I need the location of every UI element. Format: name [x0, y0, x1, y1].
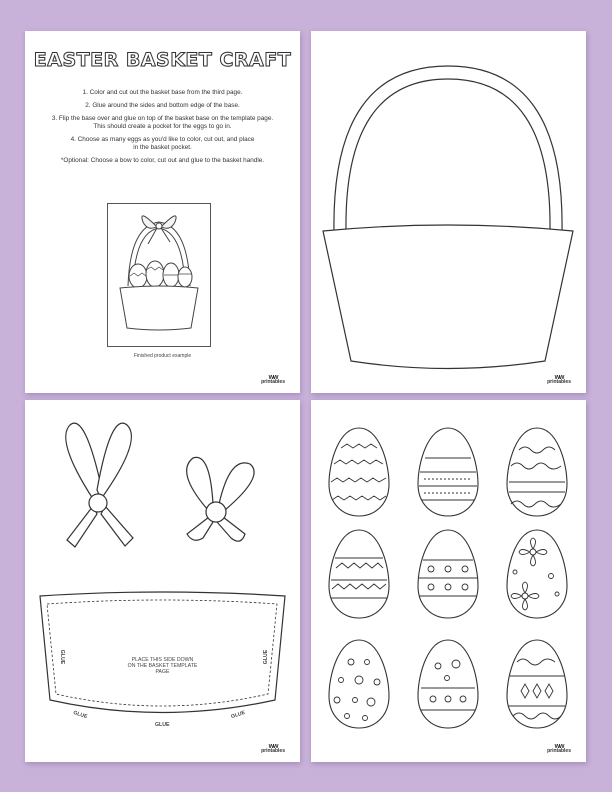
egg-1: [329, 428, 389, 516]
glue-label-right: GLUE: [263, 649, 270, 665]
basket-outline-art: [311, 31, 586, 393]
instruction-step-2: 2. Glue around the sides and bottom edge of the base.: [85, 102, 240, 109]
instruction-step-3: 3. Flip the base over and glue on top of the basket base on the template page. This should create a pocket for the eggs to go in.: [51, 115, 274, 131]
egg-8: [418, 640, 478, 728]
page-title: EASTER BASKET CRAFT: [33, 49, 292, 71]
brand-logo: ww printables: [261, 374, 285, 385]
bow-loop-left: [66, 423, 102, 499]
bows-and-base-page: [25, 400, 300, 762]
finished-product-image: [107, 203, 211, 347]
brand-logo: ww printables: [547, 374, 571, 385]
brand-logo: ww printables: [547, 743, 571, 754]
instruction-list: [45, 89, 280, 170]
brand-logo: ww printables: [261, 743, 285, 754]
glue-label-bottom: GLUE: [155, 722, 170, 728]
egg-4: [329, 530, 389, 618]
eggs-page: [311, 400, 586, 762]
eggs-art: [311, 400, 586, 762]
placement-note: PLACE THIS SIDE DOWN ON THE BASKET TEMPLATE PAGE: [127, 657, 198, 676]
example-caption: Finished product example: [133, 353, 192, 359]
glue-label-bottom-left: GLUE: [72, 709, 88, 721]
instructions-page: [25, 31, 300, 393]
instruction-optional: *Optional: Choose a bow to color, cut out and glue to the basket handle.: [60, 157, 265, 165]
instruction-step-1: 1. Color and cut out the basket base from the third page.: [82, 89, 243, 96]
basket-template-page: [311, 31, 586, 393]
bow-and-pocket-art: [25, 400, 300, 762]
glue-label-bottom-right: GLUE: [230, 709, 246, 721]
instruction-step-4: 4. Choose as many eggs as you'd like to color, cut out, and place in the basket pocket.: [70, 136, 255, 152]
glue-label-left: GLUE: [59, 649, 66, 665]
egg-5: [418, 530, 478, 618]
bow-loop-right: [97, 423, 131, 499]
